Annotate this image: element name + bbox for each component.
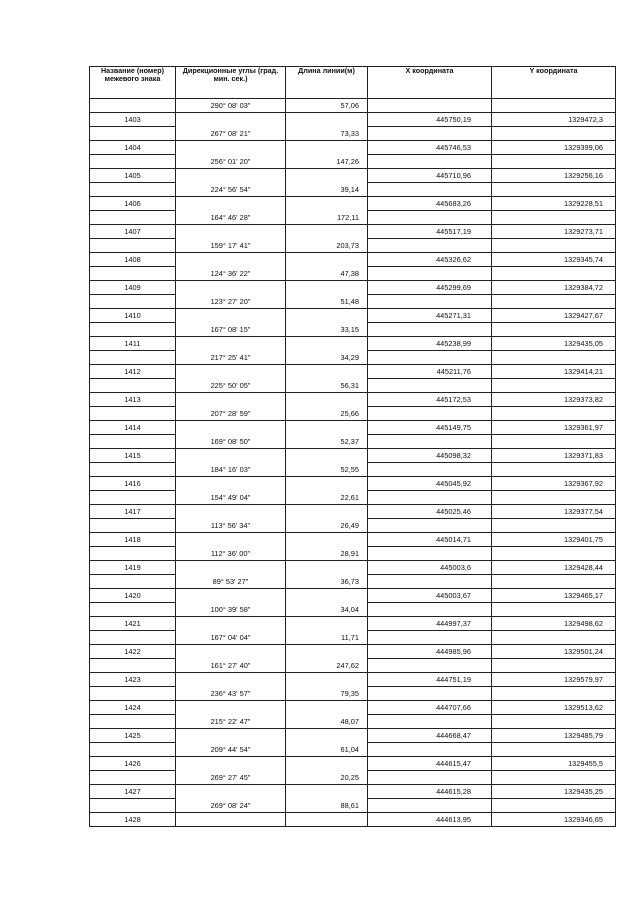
point-row	[90, 785, 616, 799]
y-coordinate: 1329228,51	[492, 197, 616, 211]
segment-row	[90, 99, 616, 113]
x-coordinate: 445326,62	[368, 253, 492, 267]
x-coordinate: 445517,19	[368, 225, 492, 239]
point-name: 1414	[90, 421, 176, 435]
x-coordinate: 445149,75	[368, 421, 492, 435]
direction-angle: 236° 43' 57"	[176, 687, 286, 701]
point-name: 1407	[90, 225, 176, 239]
point-row	[90, 113, 616, 127]
point-row	[90, 673, 616, 687]
line-length: 34,29	[286, 351, 368, 365]
line-length: 247,62	[286, 659, 368, 673]
direction-angle: 161° 27' 40"	[176, 659, 286, 673]
point-name: 1412	[90, 365, 176, 379]
y-coordinate: 1329465,17	[492, 589, 616, 603]
x-coordinate: 445710,96	[368, 169, 492, 183]
point-name: 1420	[90, 589, 176, 603]
direction-angle: 267° 08' 21"	[176, 127, 286, 141]
y-coordinate: 1329513,62	[492, 701, 616, 715]
point-name: 1415	[90, 449, 176, 463]
direction-angle: 209° 44' 54"	[176, 743, 286, 757]
x-coordinate: 445683,26	[368, 197, 492, 211]
point-row	[90, 253, 616, 267]
point-row	[90, 729, 616, 743]
y-coordinate: 1329399,06	[492, 141, 616, 155]
segment-row	[90, 519, 616, 533]
line-length: 25,66	[286, 407, 368, 421]
table-body	[90, 99, 616, 827]
x-coordinate: 444615,47	[368, 757, 492, 771]
point-row	[90, 701, 616, 715]
x-coordinate: 445025,46	[368, 505, 492, 519]
x-coordinate: 444668,47	[368, 729, 492, 743]
point-row	[90, 141, 616, 155]
direction-angle: 123° 27' 20"	[176, 295, 286, 309]
point-name: 1409	[90, 281, 176, 295]
line-length: 36,73	[286, 575, 368, 589]
point-row	[90, 561, 616, 575]
direction-angle: 159° 17' 41"	[176, 239, 286, 253]
line-length: 56,31	[286, 379, 368, 393]
direction-angle: 269° 27' 45"	[176, 771, 286, 785]
point-name: 1408	[90, 253, 176, 267]
y-coordinate: 1329472,3	[492, 113, 616, 127]
point-name: 1423	[90, 673, 176, 687]
direction-angle: 215° 22' 47"	[176, 715, 286, 729]
line-length: 79,35	[286, 687, 368, 701]
line-length: 33,15	[286, 323, 368, 337]
segment-row	[90, 295, 616, 309]
segment-row	[90, 239, 616, 253]
y-coordinate: 1329435,05	[492, 337, 616, 351]
point-name: 1406	[90, 197, 176, 211]
y-coordinate: 1329428,44	[492, 561, 616, 575]
y-coordinate: 1329414,21	[492, 365, 616, 379]
segment-row	[90, 379, 616, 393]
segment-row	[90, 715, 616, 729]
line-length: 88,61	[286, 799, 368, 813]
y-coordinate: 1329579,97	[492, 673, 616, 687]
point-row	[90, 393, 616, 407]
y-coordinate: 1329373,82	[492, 393, 616, 407]
point-name: 1405	[90, 169, 176, 183]
x-coordinate: 445014,71	[368, 533, 492, 547]
x-coordinate: 445045,92	[368, 477, 492, 491]
line-length: 51,48	[286, 295, 368, 309]
segment-row	[90, 491, 616, 505]
table-header-row	[90, 67, 616, 99]
segment-row	[90, 687, 616, 701]
direction-angle: 184° 16' 03"	[176, 463, 286, 477]
line-length: 57,06	[286, 99, 368, 113]
segment-row	[90, 351, 616, 365]
x-coordinate: 445003,67	[368, 589, 492, 603]
direction-angle: 112° 36' 00"	[176, 547, 286, 561]
y-coordinate: 1329371,83	[492, 449, 616, 463]
point-row	[90, 337, 616, 351]
segment-row	[90, 183, 616, 197]
line-length: 172,11	[286, 211, 368, 225]
y-coordinate: 1329435,25	[492, 785, 616, 799]
y-coordinate: 1329345,74	[492, 253, 616, 267]
segment-row	[90, 407, 616, 421]
line-length: 48,07	[286, 715, 368, 729]
direction-angle: 225° 50' 05"	[176, 379, 286, 393]
point-row	[90, 617, 616, 631]
direction-angle: 290° 08' 03"	[176, 99, 286, 113]
line-length: 26,49	[286, 519, 368, 533]
y-coordinate: 1329427,67	[492, 309, 616, 323]
point-row	[90, 281, 616, 295]
segment-row	[90, 799, 616, 813]
direction-angle: 89° 53' 27"	[176, 575, 286, 589]
point-row	[90, 309, 616, 323]
line-length: 147,26	[286, 155, 368, 169]
point-row	[90, 421, 616, 435]
x-coordinate: 444997,37	[368, 617, 492, 631]
segment-row	[90, 743, 616, 757]
line-length: 28,91	[286, 547, 368, 561]
y-coordinate: 1329401,75	[492, 533, 616, 547]
line-length: 203,73	[286, 239, 368, 253]
y-coordinate: 1329501,24	[492, 645, 616, 659]
x-coordinate: 444707,66	[368, 701, 492, 715]
segment-row	[90, 603, 616, 617]
segment-row	[90, 547, 616, 561]
segment-row	[90, 659, 616, 673]
point-name: 1418	[90, 533, 176, 547]
direction-angle: 167° 04' 04"	[176, 631, 286, 645]
line-length: 22,61	[286, 491, 368, 505]
x-coordinate: 445211,76	[368, 365, 492, 379]
point-name: 1425	[90, 729, 176, 743]
y-coordinate: 1329377,54	[492, 505, 616, 519]
line-length: 52,37	[286, 435, 368, 449]
point-name: 1426	[90, 757, 176, 771]
point-name: 1411	[90, 337, 176, 351]
x-coordinate: 444985,96	[368, 645, 492, 659]
coordinates-sheet	[89, 66, 615, 827]
boundary-coordinates-table	[89, 66, 616, 827]
point-row	[90, 813, 616, 827]
point-name: 1403	[90, 113, 176, 127]
line-length: 61,04	[286, 743, 368, 757]
point-row	[90, 225, 616, 239]
point-name: 1424	[90, 701, 176, 715]
segment-row	[90, 155, 616, 169]
x-coordinate: 445172,53	[368, 393, 492, 407]
x-coordinate: 445750,19	[368, 113, 492, 127]
point-name: 1428	[90, 813, 176, 827]
line-length: 52,55	[286, 463, 368, 477]
direction-angle: 207° 28' 59"	[176, 407, 286, 421]
point-row	[90, 365, 616, 379]
point-row	[90, 449, 616, 463]
segment-row	[90, 463, 616, 477]
x-coordinate: 445299,69	[368, 281, 492, 295]
point-name: 1410	[90, 309, 176, 323]
segment-row	[90, 323, 616, 337]
x-coordinate: 445098,32	[368, 449, 492, 463]
point-name: 1419	[90, 561, 176, 575]
direction-angle: 154° 49' 04"	[176, 491, 286, 505]
direction-angle: 217° 25' 41"	[176, 351, 286, 365]
segment-row	[90, 211, 616, 225]
header-point-name: Название (номер) межевого знака	[90, 67, 176, 99]
direction-angle: 169° 08' 50"	[176, 435, 286, 449]
x-coordinate: 444751,19	[368, 673, 492, 687]
x-coordinate: 445746,53	[368, 141, 492, 155]
x-coordinate: 444615,28	[368, 785, 492, 799]
point-row	[90, 477, 616, 491]
direction-angle: 224° 56' 54"	[176, 183, 286, 197]
point-name: 1417	[90, 505, 176, 519]
segment-row	[90, 575, 616, 589]
point-row	[90, 533, 616, 547]
x-coordinate: 445238,99	[368, 337, 492, 351]
line-length: 34,04	[286, 603, 368, 617]
direction-angle: 164° 46' 28"	[176, 211, 286, 225]
x-coordinate: 445271,31	[368, 309, 492, 323]
point-row	[90, 505, 616, 519]
point-name: 1427	[90, 785, 176, 799]
y-coordinate: 1329346,65	[492, 813, 616, 827]
direction-angle: 269° 08' 24"	[176, 799, 286, 813]
y-coordinate: 1329485,79	[492, 729, 616, 743]
direction-angle: 100° 39' 58"	[176, 603, 286, 617]
point-name: 1404	[90, 141, 176, 155]
segment-row	[90, 631, 616, 645]
x-coordinate: 444613,95	[368, 813, 492, 827]
segment-row	[90, 127, 616, 141]
y-coordinate: 1329256,16	[492, 169, 616, 183]
direction-angle: 113° 56' 34"	[176, 519, 286, 533]
y-coordinate: 1329384,72	[492, 281, 616, 295]
line-length: 11,71	[286, 631, 368, 645]
point-row	[90, 757, 616, 771]
segment-row	[90, 267, 616, 281]
header-x-coordinate: X координата	[368, 67, 492, 99]
segment-row	[90, 435, 616, 449]
y-coordinate: 1329498,62	[492, 617, 616, 631]
point-row	[90, 197, 616, 211]
point-name: 1413	[90, 393, 176, 407]
point-row	[90, 589, 616, 603]
line-length: 39,14	[286, 183, 368, 197]
y-coordinate: 1329455,5	[492, 757, 616, 771]
line-length: 73,33	[286, 127, 368, 141]
header-line-length: Длина линии(м)	[286, 67, 368, 99]
point-name: 1416	[90, 477, 176, 491]
y-coordinate: 1329361,97	[492, 421, 616, 435]
y-coordinate: 1329273,71	[492, 225, 616, 239]
header-y-coordinate: Y координата	[492, 67, 616, 99]
segment-row	[90, 771, 616, 785]
line-length: 20,25	[286, 771, 368, 785]
y-coordinate: 1329367,92	[492, 477, 616, 491]
direction-angle: 256° 01' 20"	[176, 155, 286, 169]
point-row	[90, 169, 616, 183]
x-coordinate: 445003,6	[368, 561, 492, 575]
point-name: 1422	[90, 645, 176, 659]
point-name: 1421	[90, 617, 176, 631]
point-row	[90, 645, 616, 659]
direction-angle: 124° 36' 22"	[176, 267, 286, 281]
line-length: 47,38	[286, 267, 368, 281]
direction-angle: 167° 08' 15"	[176, 323, 286, 337]
header-direction-angles: Дирекционные углы (град. мин. сек.)	[176, 67, 286, 99]
